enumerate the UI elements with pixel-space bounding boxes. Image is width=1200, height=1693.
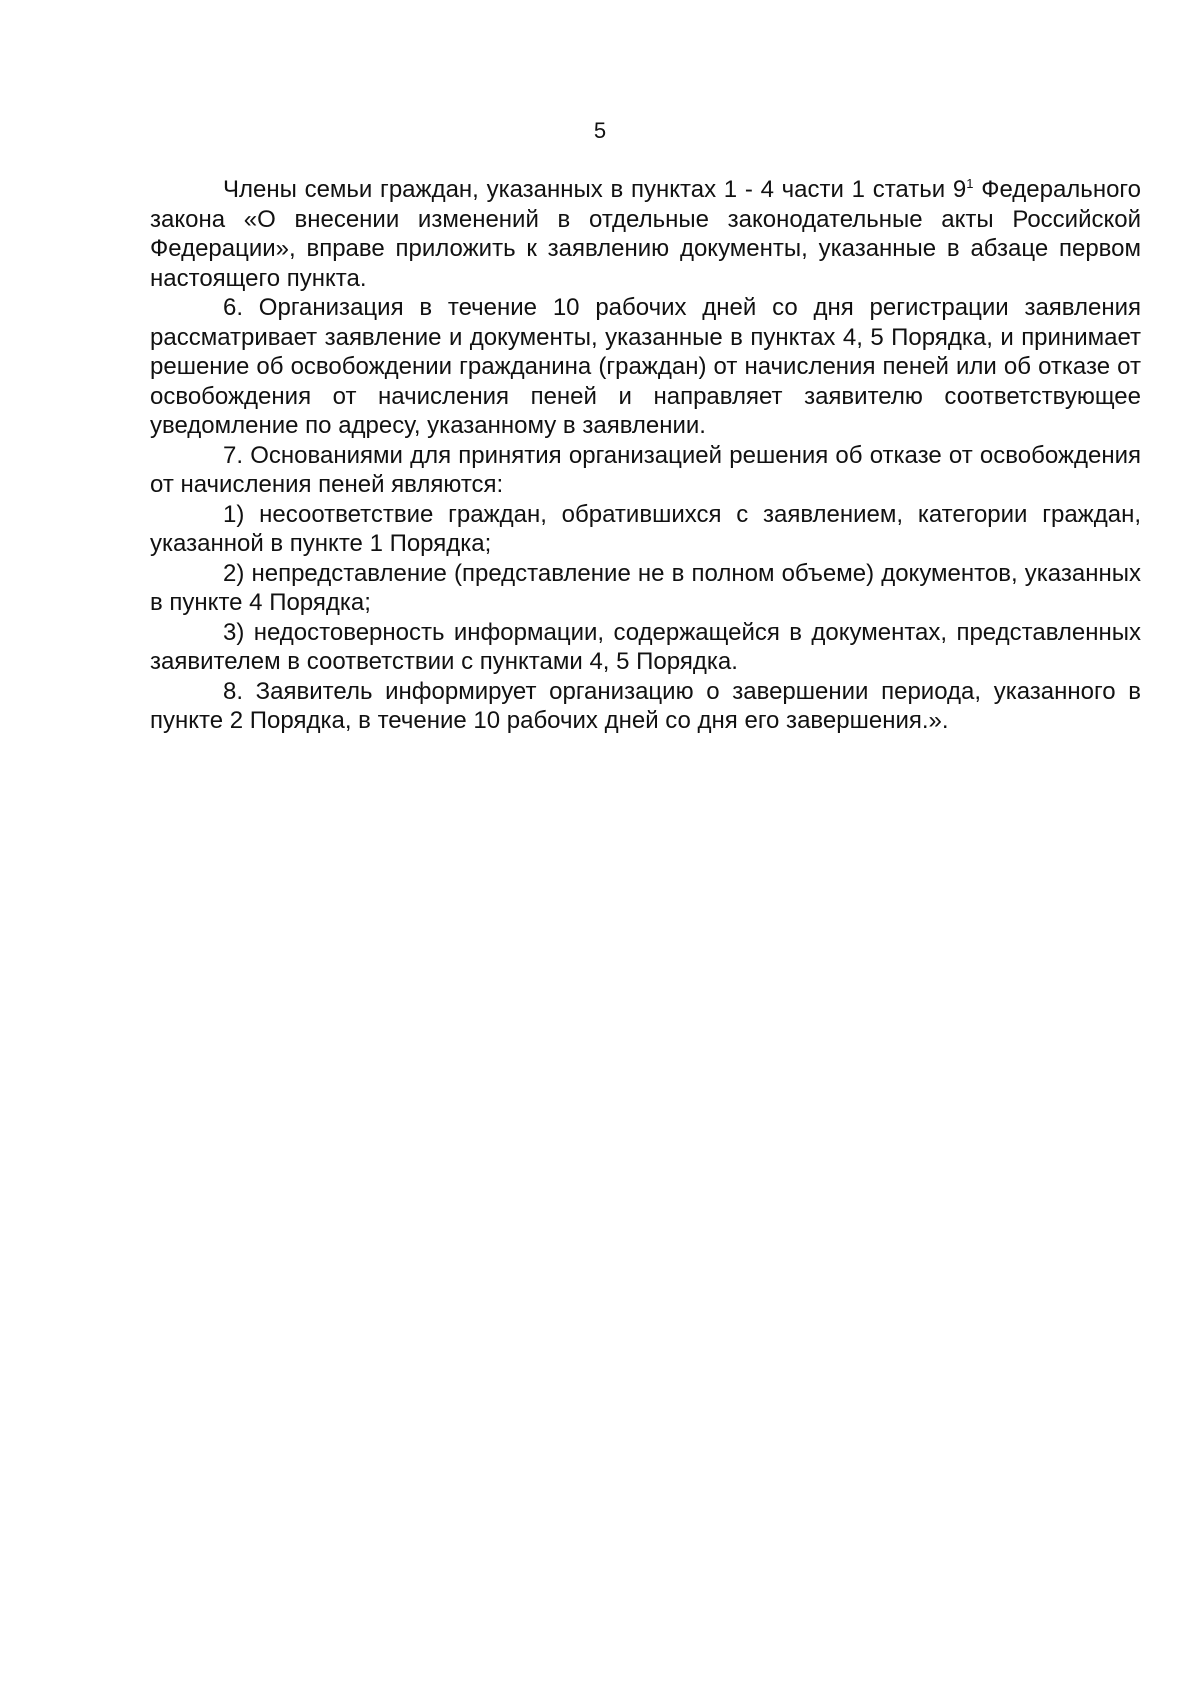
paragraph-text: Федерального закона «О внесении изменений в отдельные законодательные акты Российской Федерации», вправе приложить к заявлению документы, указанные в абзаце первом настоящего пункта. bbox=[150, 176, 1141, 292]
paragraph-item-8: 8. Заявитель информирует организацию о завершении периода, указанного в пункте 2 Порядка, в течение 10 рабочих дней со дня его завершения.». bbox=[150, 677, 1141, 734]
paragraph-item-7: 7. Основаниями для принятия организацией решения об отказе от освобождения от начисления пеней являются: bbox=[150, 441, 1141, 498]
paragraph-subitem-1: 1) несоответствие граждан, обратившихся с заявлением, категории граждан, указанной в пункте 1 Порядка; bbox=[150, 500, 1141, 557]
paragraph-item-6: 6. Организация в течение 10 рабочих дней со дня регистрации заявления рассматривает заявление и документы, указанные в пунктах 4, 5 Порядка, и принимает решение об освобождении гражданина (граждан) от начисления пеней или об отказе от освобождения от начисления пеней и направляет заявителю соответствующее уведомление по адресу, указанному в заявлении. bbox=[150, 294, 1141, 439]
paragraph-subitem-3: 3) недостоверность информации, содержащейся в документах, представленных заявителем в соответствии с пунктами 4, 5 Порядка. bbox=[150, 618, 1141, 675]
document-body bbox=[150, 175, 1141, 736]
paragraph-text: Члены семьи граждан, указанных в пунктах 1 - 4 части 1 статьи 9 bbox=[223, 176, 967, 203]
paragraph-subitem-2: 2) непредставление (представление не в полном объеме) документов, указанных в пункте 4 Порядка; bbox=[150, 559, 1141, 616]
paragraph-family-members bbox=[150, 175, 1141, 293]
superscript: 1 bbox=[966, 176, 974, 191]
page-number: 5 bbox=[593, 118, 607, 143]
